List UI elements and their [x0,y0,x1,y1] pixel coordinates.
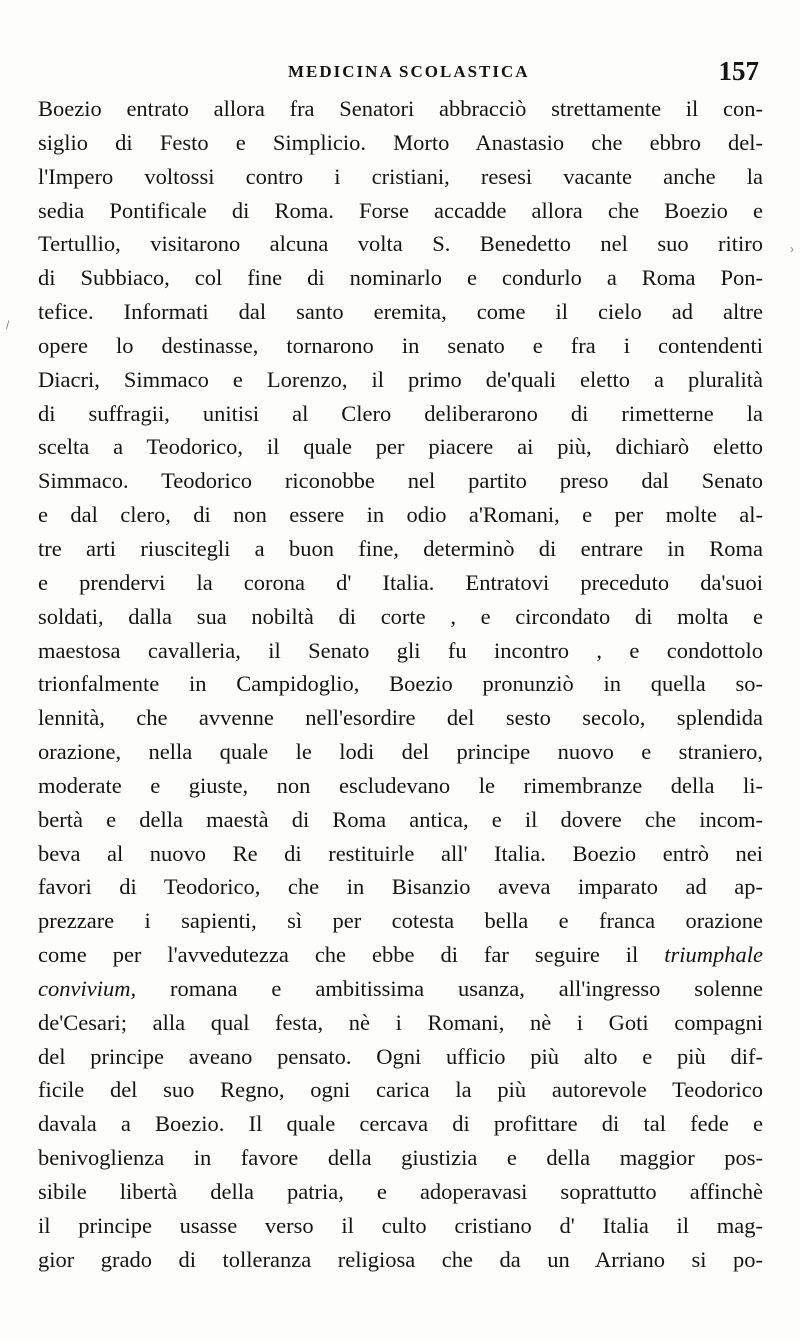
text-line: e dal clero, di non essere in odio a'Romani, e per molte al- [38,502,763,528]
text-line: de'Cesari; alla qual festa, nè i Romani, nè i Goti compagni [38,1009,763,1035]
margin-mark: › [790,242,794,256]
text-line: il principe usasse verso il culto cristiano d' Italia il mag- [38,1212,763,1238]
text-line: sibile libertà della patria, e adoperavasi soprattutto affinchè [38,1179,763,1204]
text-line: scelta a Teodorico, il quale per piacere ai più, dichiarò eletto [38,434,763,460]
text-line: favori di Teodorico, che in Bisanzio aveva imparato ad ap- [38,874,763,900]
margin-mark: / [6,318,10,332]
text-line: tefice. Informati dal santo eremita, come il cielo ad altre [38,299,763,325]
text-line: benivoglienza in favore della giustizia e della maggior pos- [38,1145,763,1171]
text-line: bertà e della maestà di Roma antica, e il dovere che incom- [38,806,763,832]
body-text [38,92,763,1277]
text-line: opere lo destinasse, tornarono in senato e fra i contendenti [38,332,763,358]
italic-phrase: triumphale [664,942,763,968]
text-line: beva al nuovo Re di restituirle all' Italia. Boezio entrò nei [38,840,763,866]
text-line: prezzare i sapienti, sì per cotesta bella e franca orazione [38,908,763,934]
text-line: lennità, che avvenne nell'esordire del sesto secolo, splendida [38,705,763,731]
text-segment: come per l'avvedutezza che ebbe di far seguire il [38,942,639,968]
text-line: soldati, dalla sua nobiltà di corte , e circondato di molta e [38,603,763,629]
text-line: di Subbiaco, col fine di nominarlo e condurlo a Roma Pon- [38,265,763,291]
text-line: di suffragii, unitisi al Clero deliberarono di rimetterne la [38,400,763,426]
text-line: Diacri, Simmaco e Lorenzo, il primo de'quali eletto a pluralità [38,366,763,392]
page-header [38,56,763,92]
text-line: tre arti riuscitegli a buon fine, determinò di entrare in Roma [38,535,763,561]
text-line: trionfalmente in Campidoglio, Boezio pronunziò in quella so- [38,671,763,697]
italic-phrase: convivium, [38,975,137,1001]
text-line: l'Impero voltossi contro i cristiani, resesi vacante anche la [38,163,763,189]
text-line: orazione, nella quale le lodi del principe nuovo e straniero, [38,739,763,765]
text-line: Tertullio, visitarono alcuna volta S. Benedetto nel suo ritiro [38,231,763,257]
text-line: Boezio entrato allora fra Senatori abbracciò strettamente il con- [38,96,763,121]
text-line: moderate e giuste, non escludevano le rimembranze della li- [38,772,763,798]
page-number: 157 [718,56,759,86]
text-line: del principe aveano pensato. Ogni ufficio più alto e più dif- [38,1043,763,1069]
text-line: sedia Pontificale di Roma. Forse accadde allora che Boezio e [38,197,763,223]
text-line: gior grado di tolleranza religiosa che da un Arriano si po- [38,1246,763,1272]
text-line [38,972,763,1006]
text-line: ficile del suo Regno, ogni carica la più autorevole Teodorico [38,1077,763,1103]
text-line: maestosa cavalleria, il Senato gli fu incontro , e condottolo [38,637,763,663]
text-line: siglio di Festo e Simplicio. Morto Anastasio che ebbro del- [38,129,763,155]
text-line: Simmaco. Teodorico riconobbe nel partito preso dal Senato [38,468,763,494]
text-line: e prendervi la corona d' Italia. Entratovi preceduto da'suoi [38,569,763,595]
text-segment: romana e ambitissima usanza, all'ingresso solenne [170,975,763,1001]
text-line: davala a Boezio. Il quale cercava di profittare di tal fede e [38,1111,763,1137]
text-line [38,938,763,972]
running-head: MEDICINA SCOLASTICA [288,62,530,81]
